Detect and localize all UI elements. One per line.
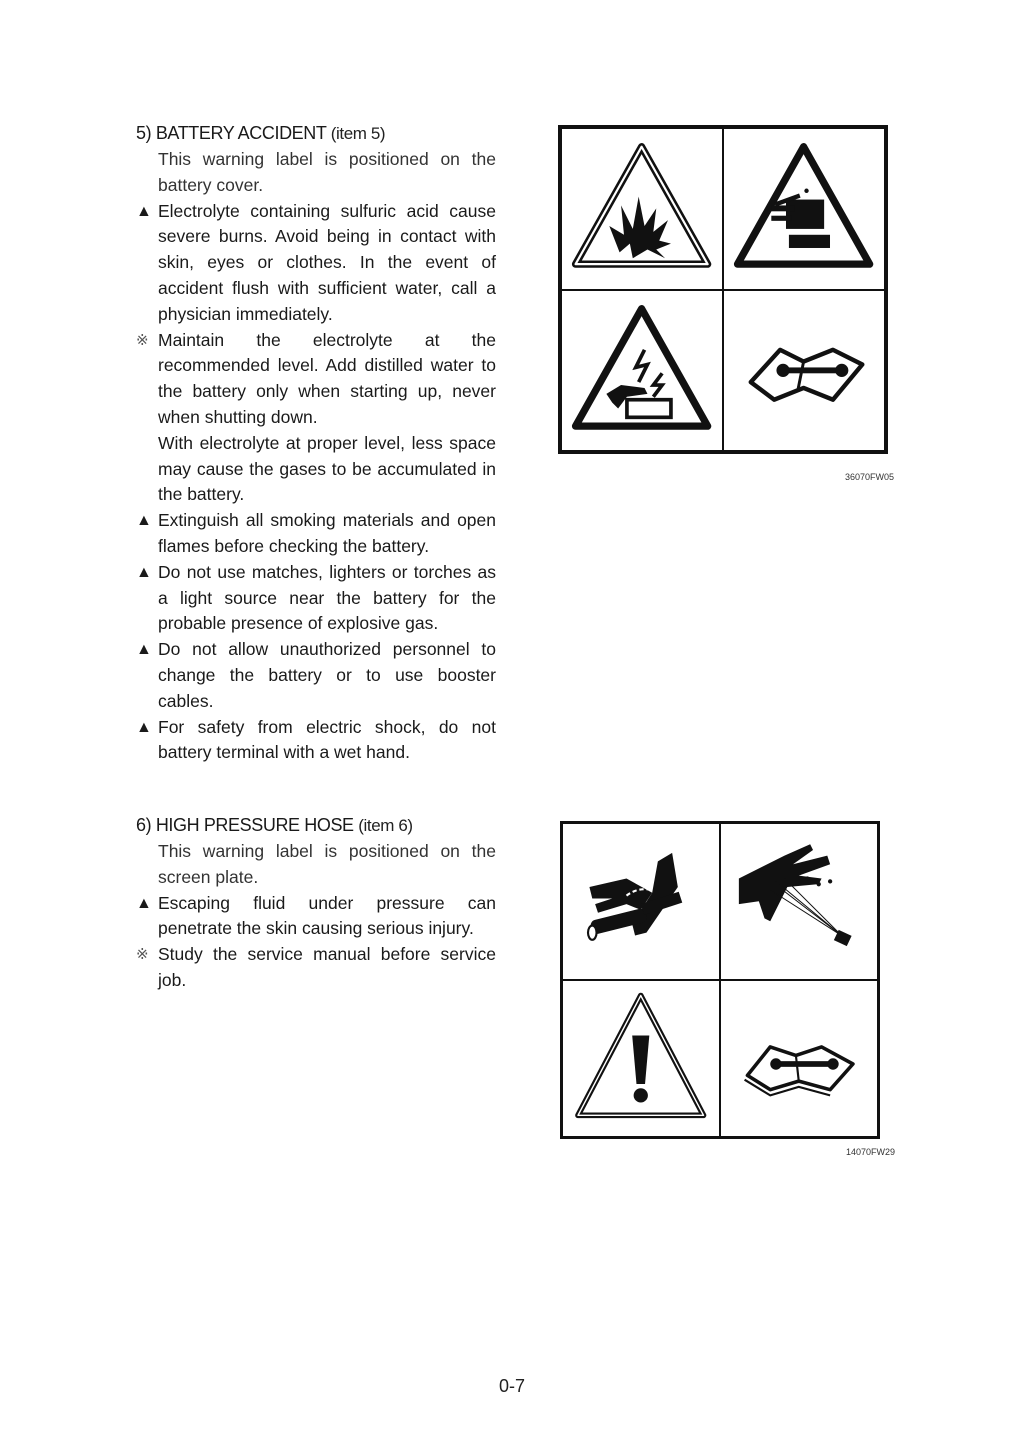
explosion-warning-icon xyxy=(568,135,715,282)
warning-bullet xyxy=(136,891,496,943)
intro-text: This warning label is positioned on the screen plate. xyxy=(158,841,496,887)
figure-panel xyxy=(561,128,723,290)
figure-code: 14070FW29 xyxy=(846,1147,896,1157)
warning-bullet xyxy=(136,508,496,560)
warning-triangle-icon: ▲ xyxy=(136,563,152,581)
warning-triangle-icon: ▲ xyxy=(136,512,152,530)
electric-shock-icon xyxy=(568,297,715,444)
bullet-text: Maintain the electrolyte at the recommended level. Add distilled water to the battery only when starting up, never when shutting down. xyxy=(158,329,496,427)
note-bullet xyxy=(136,328,496,431)
figure-panel xyxy=(723,128,885,290)
hose-hand-injury-icon xyxy=(569,830,713,973)
warning-triangle-icon: ▲ xyxy=(136,718,152,736)
warning-triangle-icon: ▲ xyxy=(136,641,152,659)
section-heading xyxy=(136,120,496,147)
page-number: 0-7 xyxy=(498,1376,525,1396)
bullet-text: Do not use matches, lighters or torches as a light source near the battery for the probable presence of explosive gas. xyxy=(158,561,496,634)
figure-panel xyxy=(723,290,885,452)
bullet-text: Escaping fluid under pressure can penetrate the skin causing serious injury. xyxy=(158,892,496,939)
note-continuation: With electrolyte at proper level, less space may cause the gases to be accumulated in the battery. xyxy=(158,432,496,505)
read-manual-wrench-icon xyxy=(727,987,871,1130)
section-heading xyxy=(136,812,496,839)
item-reference: (item 5) xyxy=(330,124,386,143)
warning-bullet xyxy=(136,637,496,714)
section-battery-accident xyxy=(136,120,496,766)
warning-bullet xyxy=(136,199,496,328)
figure-panel xyxy=(561,290,723,452)
figure-code: 36070FW05 xyxy=(845,472,895,482)
bullet-text: For safety from electric shock, do not battery terminal with a wet hand. xyxy=(158,716,496,763)
section-number: 5) xyxy=(136,123,152,143)
figure-panel xyxy=(720,823,878,980)
warning-bullet xyxy=(136,715,496,767)
warning-triangle-icon: ▲ xyxy=(136,202,152,220)
read-manual-wrench-icon xyxy=(730,297,877,444)
warning-bullet xyxy=(136,560,496,637)
hose-warning-label-figure xyxy=(560,821,880,1139)
general-warning-exclamation-icon xyxy=(569,987,713,1130)
bullet-text: Do not allow unauthorized personnel to change the battery or to use booster cables. xyxy=(158,639,496,711)
figure-panel xyxy=(720,980,878,1137)
warning-triangle-icon: ▲ xyxy=(136,894,152,912)
item-reference: (item 6) xyxy=(358,816,413,835)
note-reference-icon: ※ xyxy=(136,331,149,349)
corrosive-acid-icon xyxy=(730,135,877,282)
intro-text: This warning label is positioned on the battery cover. xyxy=(158,149,496,195)
figure-panel xyxy=(562,823,720,980)
bullet-text: Study the service manual before service job. xyxy=(158,944,496,990)
bullet-text: Extinguish all smoking materials and open flames before checking the battery. xyxy=(158,510,496,556)
bullet-text: Electrolyte containing sulfuric acid cause severe burns. Avoid being in contact with skin, eyes or clothes. In the event of accident flush with sufficient water, call a physician immediately. xyxy=(158,200,496,324)
figure-panel xyxy=(562,980,720,1137)
note-reference-icon: ※ xyxy=(136,946,149,964)
battery-warning-label-figure xyxy=(558,125,888,454)
section-title: HIGH PRESSURE HOSE xyxy=(155,815,354,835)
section-number: 6) xyxy=(136,815,152,835)
section-high-pressure-hose xyxy=(136,812,496,994)
fluid-spray-hand-icon xyxy=(727,830,871,973)
section-title: BATTERY ACCIDENT xyxy=(155,123,327,143)
note-bullet xyxy=(136,942,496,994)
